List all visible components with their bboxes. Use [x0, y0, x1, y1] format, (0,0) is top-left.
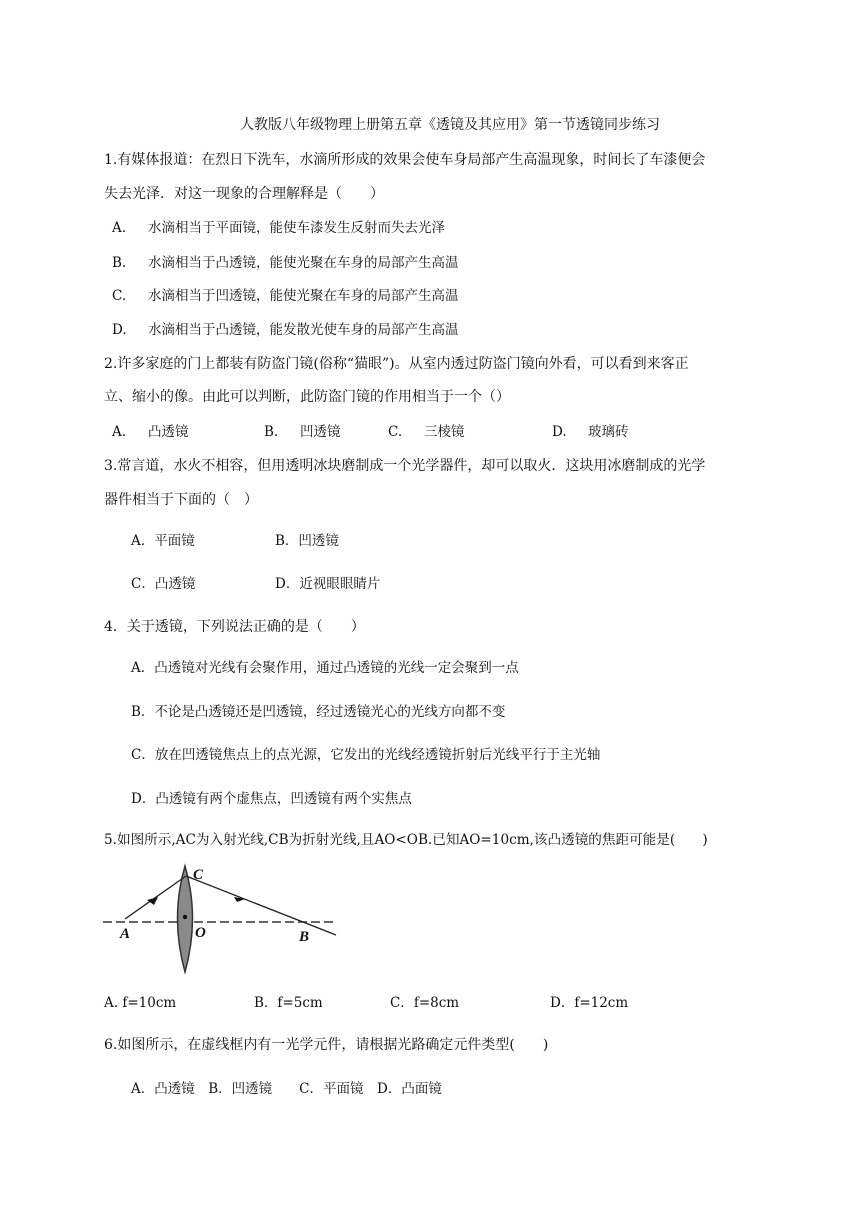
- question-4-option-d: D．凸透镜有两个虚焦点，凹透镜有两个实焦点: [131, 791, 412, 807]
- question-6-line-1: 6.如图所示，在虚线框内有一光学元件，请根据光路确定元件类型( ): [104, 1037, 549, 1053]
- question-1-line-2: 失去光泽．对这一现象的合理解释是（ ）: [104, 186, 384, 202]
- question-2-line-1: 2.许多家庭的门上都装有防盗门镜(俗称“猫眼”)。从室内透过防盗门镜向外看，可以看到来客正: [104, 356, 689, 372]
- option-text: 水滴相当于凸透镜，能发散光使车身的局部产生高温: [148, 322, 459, 338]
- option-text: 凹透镜: [300, 424, 341, 440]
- question-5-option-a: A. f=10cm: [104, 995, 177, 1011]
- option-text: 玻璃砖: [588, 424, 629, 440]
- option-label: D.: [552, 424, 567, 440]
- option-text: 三棱镜: [424, 424, 465, 440]
- question-3-option-a: A．平面镜: [131, 533, 195, 549]
- question-5-line-1: 5.如图所示,AC为入射光线,CB为折射光线,且AO<OB.已知AO=10cm,该凸透镜的焦距可能是( ): [104, 832, 708, 848]
- question-6-options: A．凸透镜 B．凹透镜 C．平面镜 D．凸面镜: [131, 1081, 442, 1097]
- point-label-o: O: [195, 925, 206, 941]
- question-1-option-a: [112, 218, 445, 238]
- refracted-ray-arrow: [234, 897, 245, 902]
- question-3-option-c: C．凸透镜: [131, 576, 196, 592]
- option-label: A.: [112, 220, 127, 236]
- question-5-option-b: B．f=5cm: [254, 995, 323, 1011]
- question-1-line-1: 1.有媒体报道：在烈日下洗车，水滴所形成的效果会使车身局部产生高温现象，时间长了车漆便会: [104, 152, 706, 168]
- question-5-option-c: C．f=8cm: [390, 995, 460, 1011]
- question-1-option-d: [112, 320, 459, 340]
- question-2-line-2: 立、缩小的像。由此可以判断，此防盗门镜的作用相当于一个（）: [104, 389, 510, 405]
- question-2-option-d: [552, 422, 629, 442]
- question-2-option-c: [388, 422, 465, 442]
- question-4-option-a: A．凸透镜对光线有会聚作用，通过凸透镜的光线一定会聚到一点: [131, 660, 519, 676]
- option-label: B.: [264, 424, 279, 440]
- question-3-line-2: 器件相当于下面的（ ）: [104, 492, 258, 508]
- question-2-option-b: [264, 422, 341, 442]
- option-text: 水滴相当于凸透镜，能使光聚在车身的局部产生高温: [148, 255, 459, 271]
- refracted-ray: [186, 876, 336, 935]
- point-label-a: A: [120, 926, 131, 942]
- question-1-option-c: [112, 286, 459, 306]
- option-label: C.: [112, 288, 127, 304]
- option-label: D.: [112, 322, 127, 338]
- page-title: 人教版八年级物理上册第五章《透镜及其应用》第一节透镜同步练习: [240, 117, 660, 133]
- question-4-option-c: C．放在凹透镜焦点上的点光源，它发出的光线经透镜折射后光线平行于主光轴: [131, 747, 601, 763]
- question-2-option-a: [112, 422, 189, 442]
- option-text: 水滴相当于平面镜，能使车漆发生反射而失去光泽: [148, 220, 445, 236]
- option-label: A.: [112, 424, 127, 440]
- option-label: C.: [388, 424, 403, 440]
- question-3-option-b: B．凹透镜: [275, 533, 339, 549]
- option-text: 凸透镜: [148, 424, 189, 440]
- point-label-c: C: [193, 867, 204, 883]
- question-3-line-1: 3.常言道，水火不相容，但用透明冰块磨制成一个光学器件，却可以取火．这块用冰磨制成的光学: [104, 458, 706, 474]
- question-1-option-b: [112, 253, 459, 273]
- question-3-option-d: D．近视眼眼睛片: [275, 576, 381, 592]
- point-label-b: B: [299, 929, 310, 945]
- option-label: B.: [112, 255, 127, 271]
- question-4-line-1: 4．关于透镜，下列说法正确的是（ ）: [104, 619, 365, 635]
- lens-ray-diagram: [100, 862, 345, 977]
- option-text: 水滴相当于凹透镜，能使光聚在车身的局部产生高温: [148, 288, 459, 304]
- question-4-option-b: B．不论是凸透镜还是凹透镜，经过透镜光心的光线方向都不变: [131, 704, 506, 720]
- optical-center-dot: [183, 915, 187, 919]
- incident-ray-arrow: [147, 897, 158, 905]
- question-5-option-d: D．f=12cm: [550, 995, 629, 1011]
